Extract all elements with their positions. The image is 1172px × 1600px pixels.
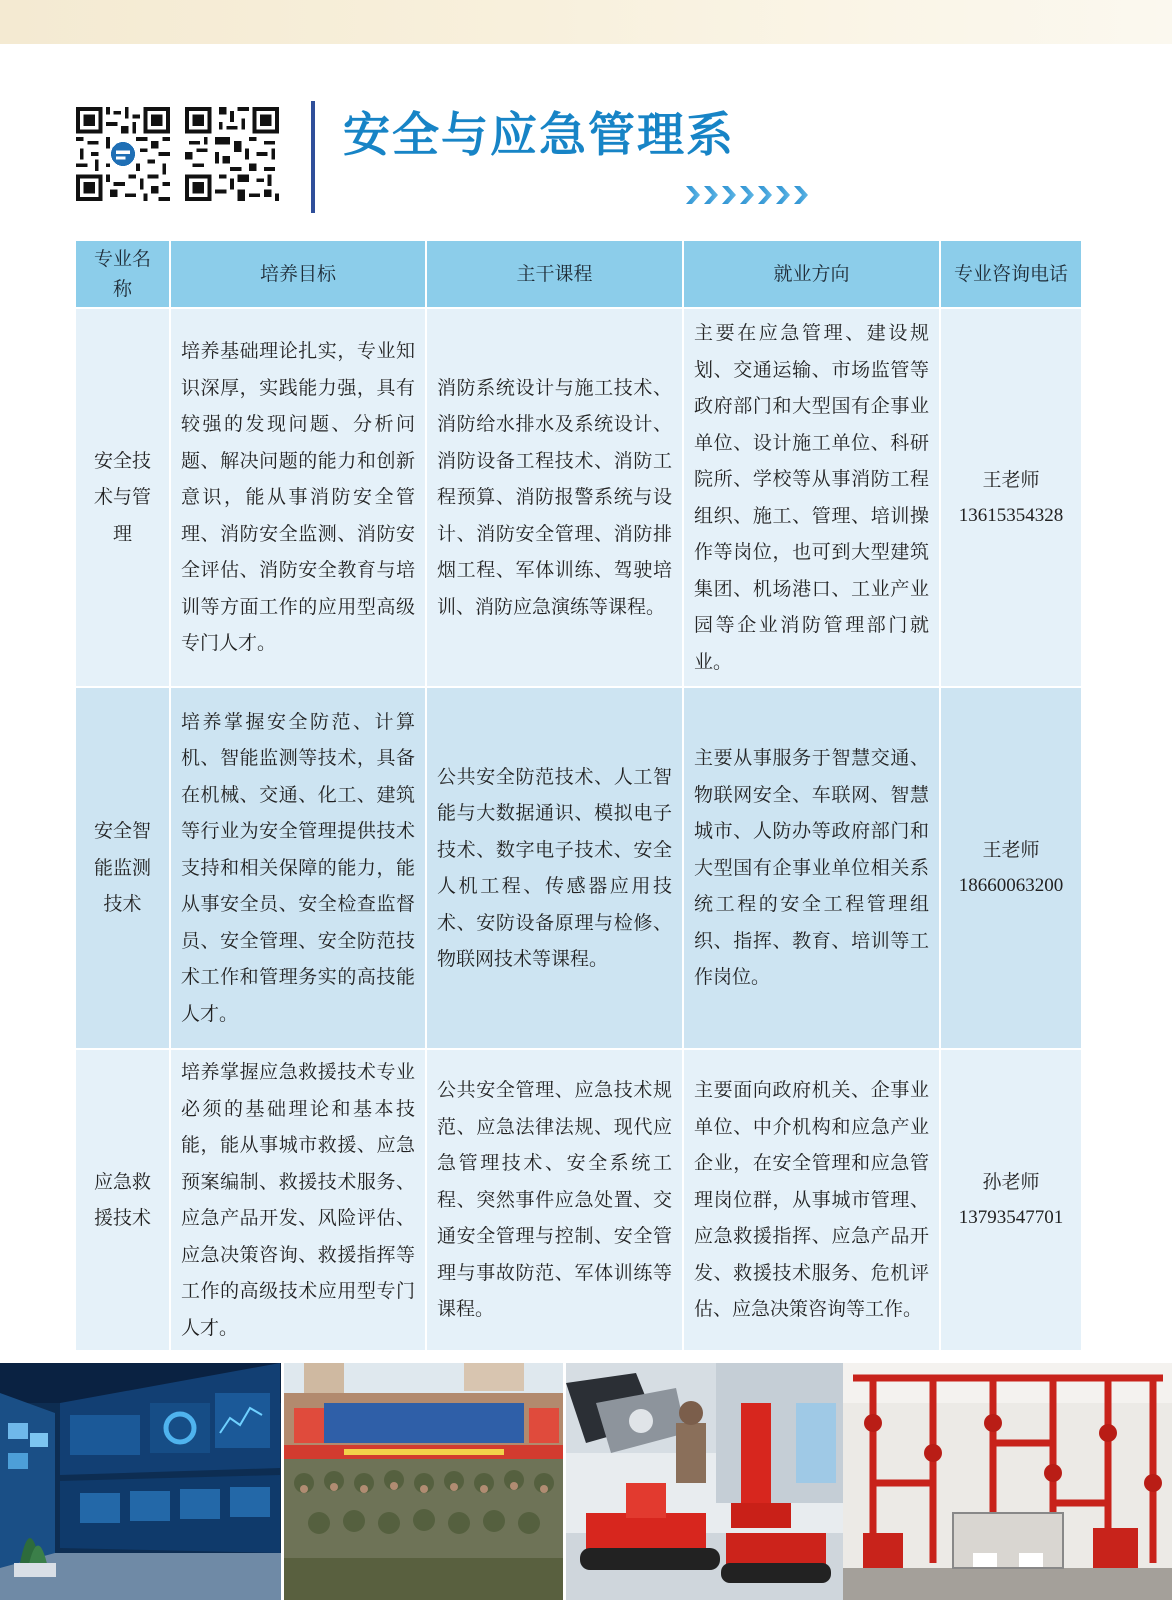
table-row — [75, 308, 1082, 687]
training-goal: 培养掌握应急救援技术专业必须的基础理论和基本技能，能从事城市救援、应急预案编制、救援技术服务、应急产品开发、风险评估、应急决策咨询、救援指挥等工作的高级技术应用型专门人才。 — [170, 1049, 426, 1351]
top-decorative-band — [0, 0, 1172, 44]
consult-contact — [940, 308, 1082, 687]
photo-fire-robot — [566, 1363, 843, 1600]
qr-code-icon — [76, 106, 170, 202]
chevron-right-icon — [686, 184, 822, 206]
career-direction: 主要从事服务于智慧交通、物联网安全、车联网、智慧城市、人防办等政府部门和大型国有企事业单位相关系统工程的安全工程管理组织、指挥、教育、培训等工作岗位。 — [683, 687, 940, 1049]
teacher-name: 孙老师 — [982, 1171, 1040, 1193]
main-courses: 消防系统设计与施工技术、消防给水排水及系统设计、消防设备工程技术、消防工程预算、消防报警系统与设计、消防安全管理、消防排烟工程、军体训练、驾驶培训、消防应急演练等课程。 — [426, 308, 683, 687]
teacher-name: 王老师 — [982, 839, 1040, 861]
phone-number: 18660063200 — [958, 875, 1064, 896]
table-row — [75, 687, 1082, 1049]
training-goal: 培养掌握安全防范、计算机、智能监测等技术，具备在机械、交通、化工、建筑等行业为安全管理提供技术支持和相关保障的能力，能从事安全员、安全检查监督员、安全管理、安全防范技术工作和管理务实的高技能人才。 — [170, 687, 426, 1049]
photo-fire-pump-system — [843, 1363, 1172, 1600]
phone-number: 13793547701 — [958, 1207, 1064, 1228]
page-title: 安全与应急管理系 — [343, 108, 735, 163]
program-table — [74, 239, 1081, 1352]
career-direction: 主要在应急管理、建设规划、交通运输、市场监管等政府部门和大型国有企事业单位、设计施工单位、科研院所、学校等从事消防工程组织、施工、管理、培训操作等岗位，也可到大型建筑集团、机场港口、工业产业园等企业消防管理部门就业。 — [683, 308, 940, 687]
career-direction: 主要面向政府机关、企事业单位、中介机构和应急产业企业，在安全管理和应急管理岗位群，从事城市管理、应急救援指挥、应急产品开发、救援技术服务、危机评估、应急决策咨询等工作。 — [683, 1049, 940, 1351]
table-header-row — [75, 240, 1082, 308]
photo-strip — [0, 1363, 1172, 1600]
teacher-name: 王老师 — [982, 468, 1040, 491]
major-name: 应急救援技术 — [75, 1049, 170, 1351]
header-main-courses: 主干课程 — [426, 240, 683, 308]
header-career-direction: 就业方向 — [683, 240, 940, 308]
phone-number: 13615354328 — [958, 504, 1064, 526]
header-major-name: 专业名称 — [75, 240, 170, 308]
main-courses: 公共安全防范技术、人工智能与大数据通识、模拟电子技术、数字电子技术、安全人机工程、传感器应用技术、安防设备原理与检修、物联网技术等课程。 — [426, 687, 683, 1049]
photo-military-training — [284, 1363, 563, 1600]
training-goal: 培养基础理论扎实，专业知识深厚，实践能力强，具有较强的发现问题、分析问题、解决问题的能力和创新意识，能从事消防安全管理、消防安全监测、消防安全评估、消防安全教育与培训等方面工作的应用型高级专门人才。 — [170, 308, 426, 687]
consult-contact — [940, 687, 1082, 1049]
major-name: 安全技术与管理 — [75, 308, 170, 687]
table-row — [75, 1049, 1082, 1351]
main-courses: 公共安全管理、应急技术规范、应急法律法规、现代应急管理技术、安全系统工程、突然事件应急处置、交通安全管理与控制、安全管理与事故防范、军体训练等课程。 — [426, 1049, 683, 1351]
header-training-goal: 培养目标 — [170, 240, 426, 308]
header-consult-phone: 专业咨询电话 — [940, 240, 1082, 308]
photo-monitoring-center — [0, 1363, 281, 1600]
qr-code-icon — [185, 106, 279, 202]
title-divider — [311, 101, 315, 213]
consult-contact — [940, 1049, 1082, 1351]
major-name: 安全智能监测技术 — [75, 687, 170, 1049]
